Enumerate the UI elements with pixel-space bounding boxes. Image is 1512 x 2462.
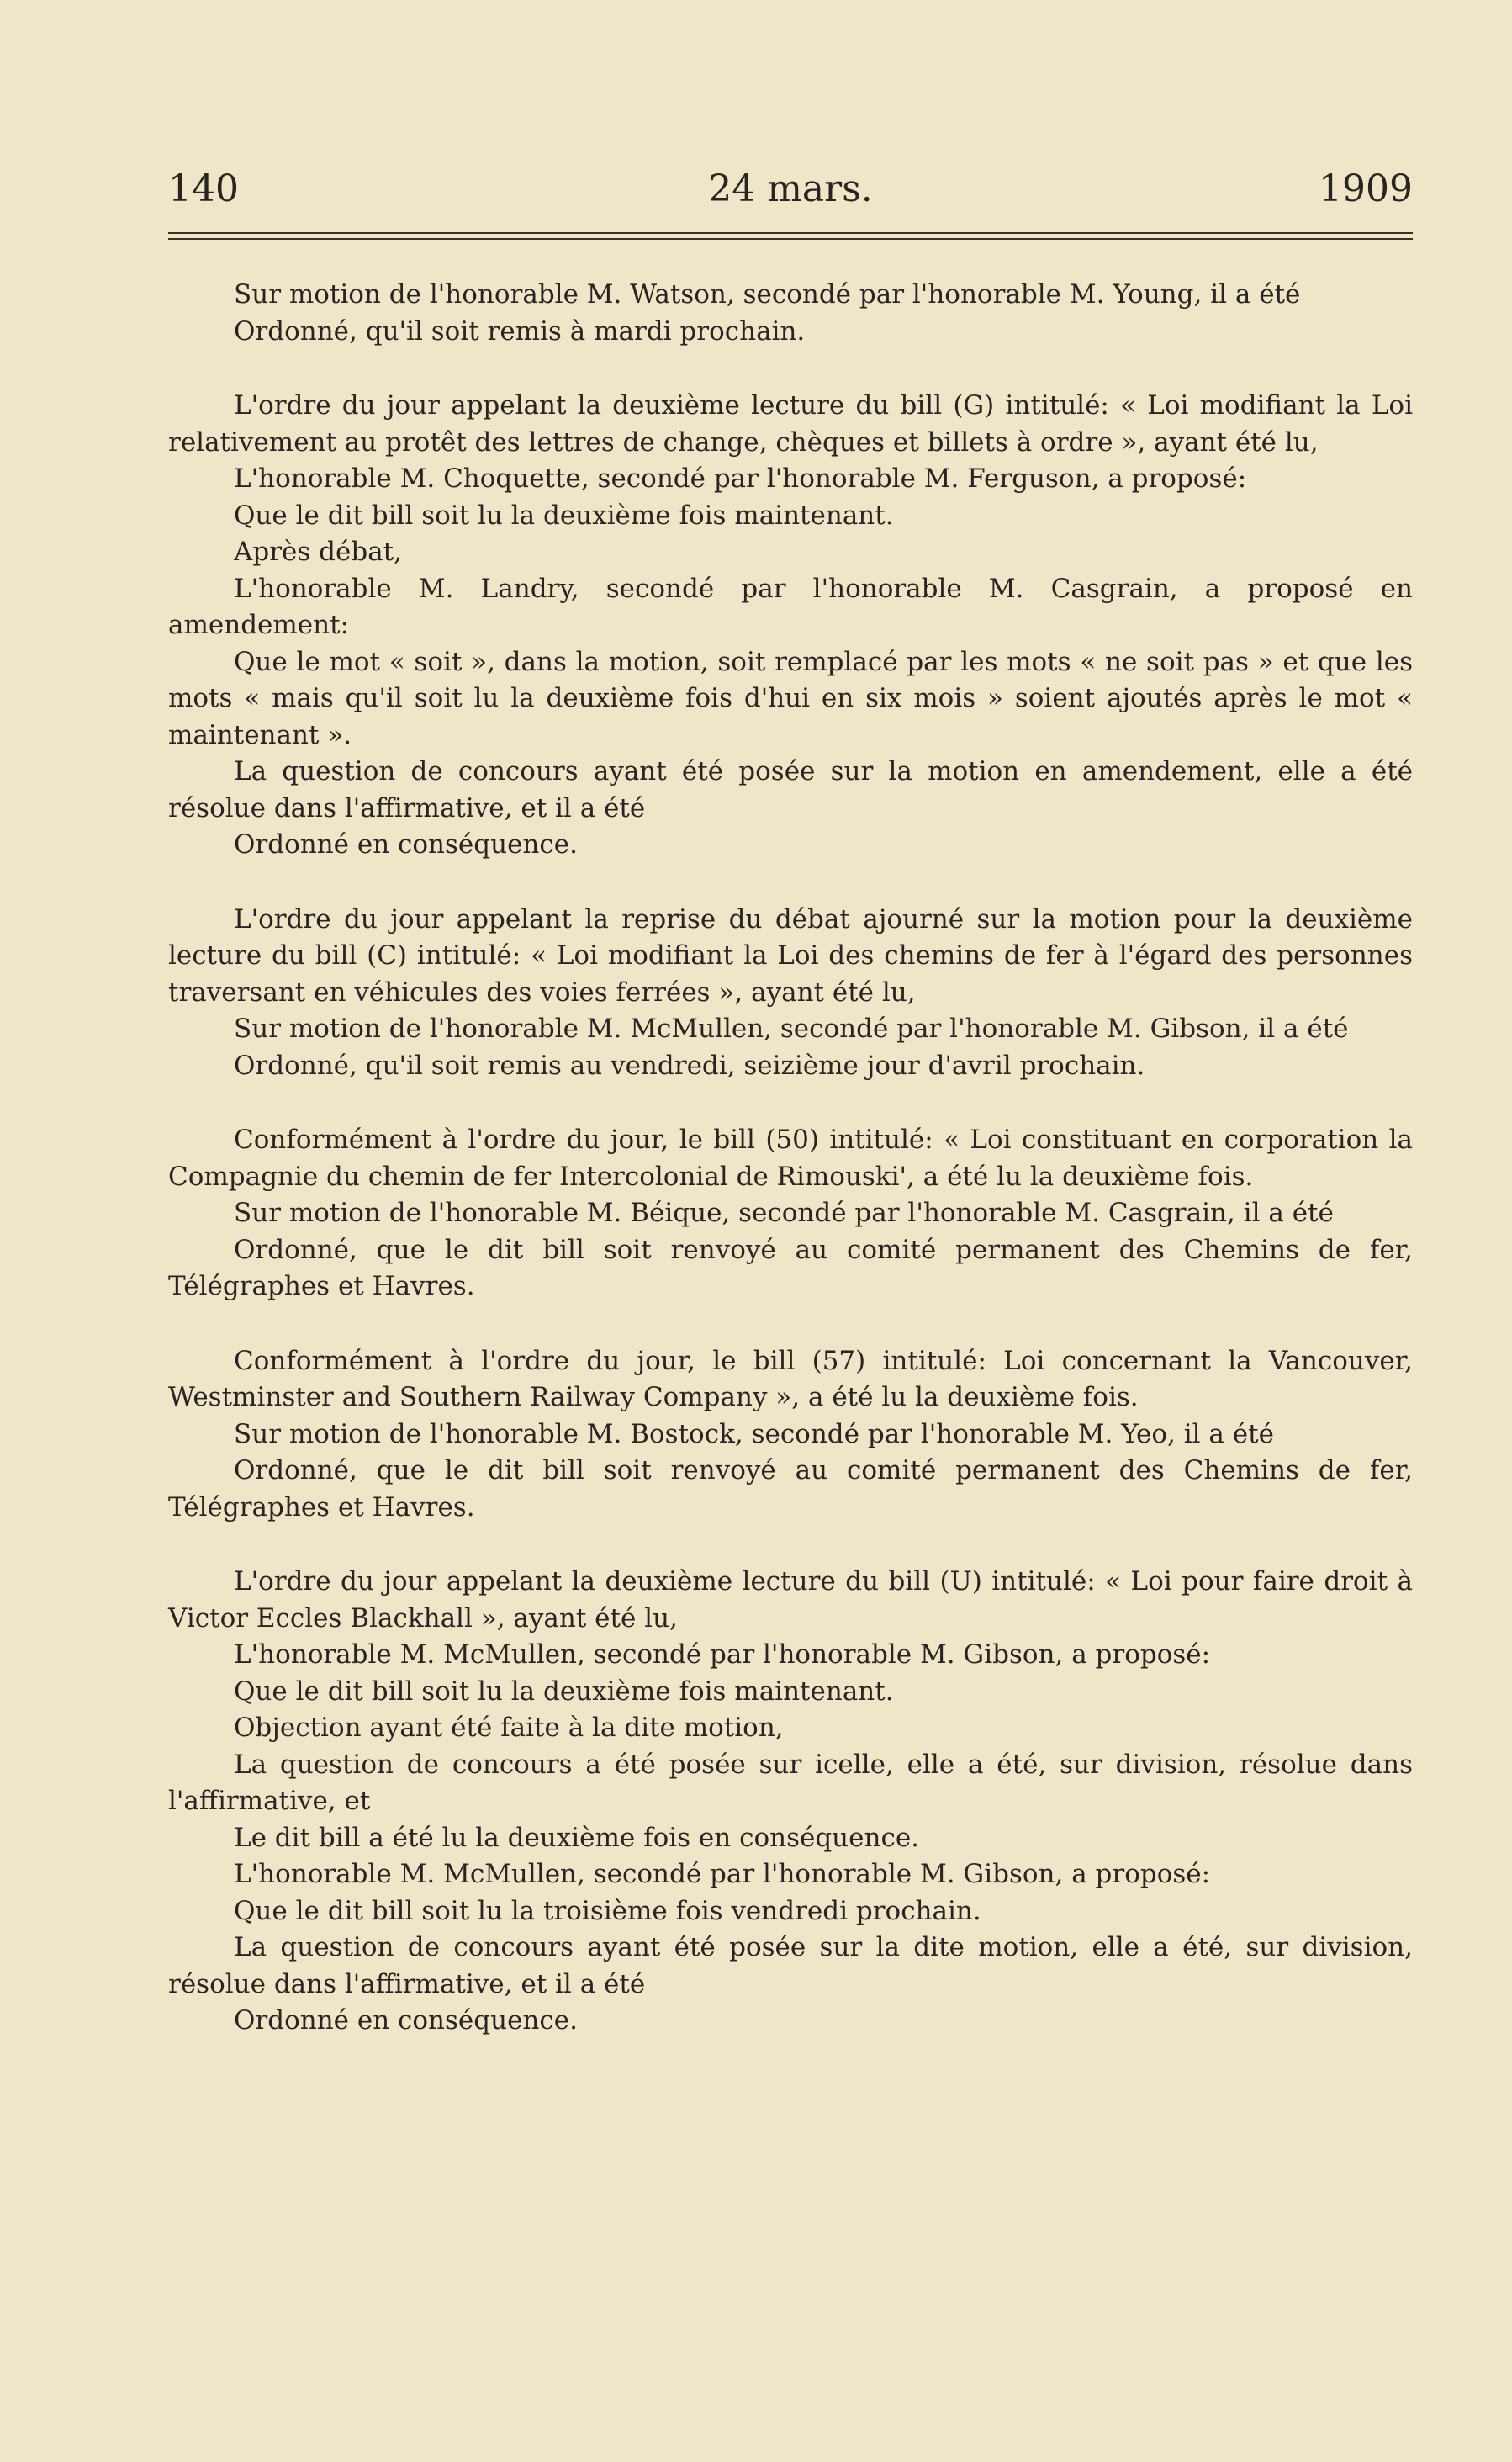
paragraph: L'ordre du jour appelant la reprise du débat ajourné sur la motion pour la deuxième lecture du bill (C) intitulé: « Loi modifiant la Loi des chemins de fer à l'égard des personnes traversant en véhicules des voies ferrées », ayant été lu, bbox=[168, 903, 1413, 1008]
paragraph: Objection ayant été faite à la dite motion, bbox=[234, 1713, 784, 1743]
paragraph: L'honorable M. McMullen, secondé par l'honorable M. Gibson, a proposé: bbox=[234, 1859, 1211, 1889]
paragraph: Ordonné, que le dit bill soit renvoyé au comité permanent des Chemins de fer, Télégraphes et Havres. bbox=[168, 1455, 1413, 1522]
paragraph: L'ordre du jour appelant la deuxième lecture du bill (U) intitulé: « Loi pour faire droit à Victor Eccles Blackhall », ayant été lu, bbox=[168, 1566, 1413, 1633]
paragraph: La question de concours ayant été posée sur la dite motion, elle a été, sur division, résolue dans l'affirmative, et il a été bbox=[168, 1932, 1413, 1999]
paragraph: Ordonné, qu'il soit remis à mardi prochain. bbox=[234, 315, 806, 347]
paragraph: Que le dit bill soit lu la deuxième fois maintenant. bbox=[234, 500, 894, 531]
paragraph: L'honorable M. Choquette, secondé par l'honorable M. Ferguson, a proposé: bbox=[234, 463, 1247, 494]
paragraph: Le dit bill a été lu la deuxième fois en conséquence. bbox=[234, 1822, 920, 1853]
entry-bill-u bbox=[168, 1564, 1413, 2040]
paragraph: Sur motion de l'honorable M. McMullen, secondé par l'honorable M. Gibson, il a été bbox=[234, 1014, 1349, 1044]
entry-bill-57 bbox=[168, 1343, 1413, 1527]
paragraph: L'ordre du jour appelant la deuxième lecture du bill (G) intitulé: « Loi modifiant la Loi relativement au protêt des lettres de change, chèques et billets à ordre », ayant été lu, bbox=[168, 390, 1413, 458]
paragraph: Conformément à l'ordre du jour, le bill (57) intitulé: Loi concernant la Vancouver, Westminster and Southern Railway Company », a été lu la deuxième fois. bbox=[168, 1345, 1413, 1412]
paragraph: Sur motion de l'honorable M. Watson, secondé par l'honorable M. Young, il a été bbox=[234, 279, 1301, 310]
paragraph: La question de concours a été posée sur icelle, elle a été, sur division, résolue dans l'affirmative, et bbox=[168, 1749, 1413, 1816]
paragraph: Ordonné, qu'il soit remis au vendredi, seizième jour d'avril prochain. bbox=[234, 1050, 1145, 1081]
page-year: 1909 bbox=[1319, 167, 1413, 210]
page-number: 140 bbox=[168, 167, 239, 210]
page-date: 24 mars. bbox=[708, 167, 873, 210]
journal-text bbox=[168, 277, 1413, 2040]
entry-bill-50 bbox=[168, 1122, 1413, 1305]
page-header bbox=[168, 160, 1413, 219]
paragraph: La question de concours ayant été posée sur la motion en amendement, elle a été résolue dans l'affirmative, et il a été bbox=[168, 756, 1413, 823]
paragraph: Après débat, bbox=[234, 537, 402, 567]
entry-bill-c bbox=[168, 902, 1413, 1085]
paragraph: Ordonné, que le dit bill soit renvoyé au comité permanent des Chemins de fer, Télégraphes et Havres. bbox=[168, 1234, 1413, 1301]
paragraph: Ordonné en conséquence. bbox=[234, 2005, 578, 2036]
entry-watson bbox=[168, 277, 1413, 350]
paragraph: Que le dit bill soit lu la deuxième fois maintenant. bbox=[234, 1676, 894, 1707]
header-double-rule bbox=[168, 232, 1413, 240]
entry-bill-g bbox=[168, 388, 1413, 864]
paragraph: L'honorable M. McMullen, secondé par l'honorable M. Gibson, a proposé: bbox=[234, 1639, 1211, 1670]
paragraph: Que le mot « soit », dans la motion, soit remplacé par les mots « ne soit pas » et que les mots « mais qu'il soit lu la deuxième fois d'hui en six mois » soient ajoutés après le mot « maintenant ». bbox=[168, 646, 1413, 750]
paragraph: Que le dit bill soit lu la troisième fois vendredi prochain. bbox=[234, 1895, 981, 1926]
paragraph: Ordonné en conséquence. bbox=[234, 829, 578, 860]
journal-page bbox=[168, 160, 1413, 2040]
paragraph: Sur motion de l'honorable M. Bostock, secondé par l'honorable M. Yeo, il a été bbox=[234, 1418, 1274, 1449]
paragraph: Sur motion de l'honorable M. Béique, secondé par l'honorable M. Casgrain, il a été bbox=[234, 1198, 1334, 1228]
paragraph: Conformément à l'ordre du jour, le bill (50) intitulé: « Loi constituant en corporation la Compagnie du chemin de fer Intercolonial de Rimouski', a été lu la deuxième fois. bbox=[168, 1125, 1413, 1192]
paragraph: L'honorable M. Landry, secondé par l'honorable M. Casgrain, a proposé en amendement: bbox=[168, 573, 1413, 640]
